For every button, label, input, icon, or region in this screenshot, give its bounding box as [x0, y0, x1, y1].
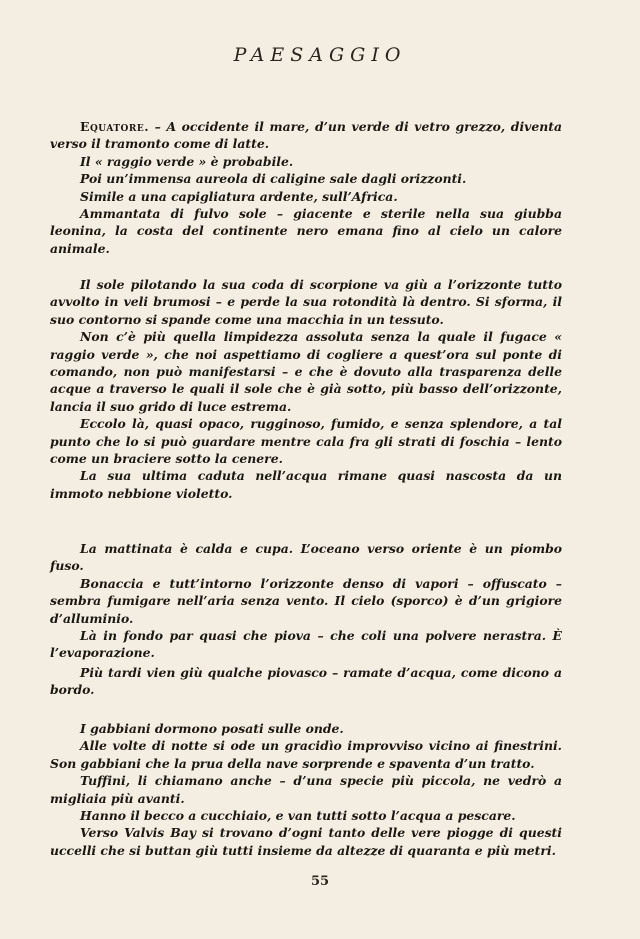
paragraph: Eccolo là, quasi opaco, rugginoso, fumido, e senza splendore, a tal punto che lo si può guardare mentre cala fra gli strati di foschia – lento come un braciere sotto la cenere.	[50, 416, 562, 467]
paragraph: Poi un’immensa aureola di caligine sale dagli orizzonti.	[80, 171, 467, 187]
section-gulls	[50, 720, 562, 859]
paragraph: Equatore. – A occidente il mare, d’un verde di vetro grezzo, diventa verso il tramonto come di latte.	[50, 119, 562, 152]
paragraph: Verso Valvis Bay si trovano d’ogni tanto delle vere piogge di questi uccelli che si buttan giù tutti insieme da altezze di quaranta e più metri.	[50, 825, 562, 858]
paragraph: Bonaccia e tutt’intorno l’orizzonte denso di vapori – offuscato – sembra fumigare nell’aria senza vento. Il cielo (sporco) è d’un grigiore d’alluminio.	[50, 575, 562, 626]
paragraph: Più tardi vien giù qualche piovasco – ramate d’acqua, come dicono a bordo.	[50, 665, 562, 698]
paragraph: Ammantata di fulvo sole – giacente e sterile nella sua giubba leonina, la costa del continente nero emana fino al cielo un calore animale.	[50, 206, 562, 256]
paragraph: Alle volte di notte si ode un gracidìo improvviso vicino ai finestrini. Son gabbiani che la prua della nave sorprende e spaventa d’un tratto.	[50, 738, 562, 771]
paragraph: I gabbiani dormono posati sulle onde.	[80, 721, 344, 736]
page-title: PAESAGGIO	[233, 44, 407, 66]
paragraph: La mattinata è calda e cupa. L’oceano verso oriente è un piombo fuso.	[50, 541, 562, 574]
paragraph: Non c’è più quella limpidezza assoluta senza la quale il fugace « raggio verde », che noi aspettiamo di cogliere a quest’ora sul ponte di comando, non può manifestarsi – e che è dovuto alla trasparenza delle acque a traverso le quali il sole che è già sotto, più basso dell’orizzonte, lancia il suo grido di luce estrema.	[50, 329, 562, 414]
section-morning	[50, 540, 562, 662]
paragraph: Simile a una capigliatura ardente, sull’Africa.	[80, 188, 398, 204]
lead-word: Equatore.	[80, 119, 150, 134]
paragraph: Il sole pilotando la sua coda di scorpione va giù a l’orizzonte tutto avvolto in veli brumosi – e perde la sua rotondità là dentro. Si sforma, il suo contorno si spande come una macchia in un tessuto.	[50, 277, 562, 327]
paragraph: Il « raggio verde » è probabile.	[80, 153, 294, 169]
paragraph: Hanno il becco a cucchiaio, e van tutti sotto l’acqua a pescare.	[80, 808, 516, 824]
paragraph: Là in fondo par quasi che piova – che coli una polvere nerastra. È l’evaporazione.	[50, 628, 562, 661]
section-sunset	[50, 276, 562, 502]
section-equatore	[50, 118, 562, 257]
section-squall	[50, 664, 562, 699]
paragraph: La sua ultima caduta nell’acqua rimane quasi nascosta da un immoto nebbione violetto.	[50, 468, 562, 501]
page-number: 55	[310, 874, 330, 889]
paragraph: Tuffini, li chiamano anche – d’una specie più piccola, ne vedrò a migliaia più avanti.	[50, 773, 562, 806]
